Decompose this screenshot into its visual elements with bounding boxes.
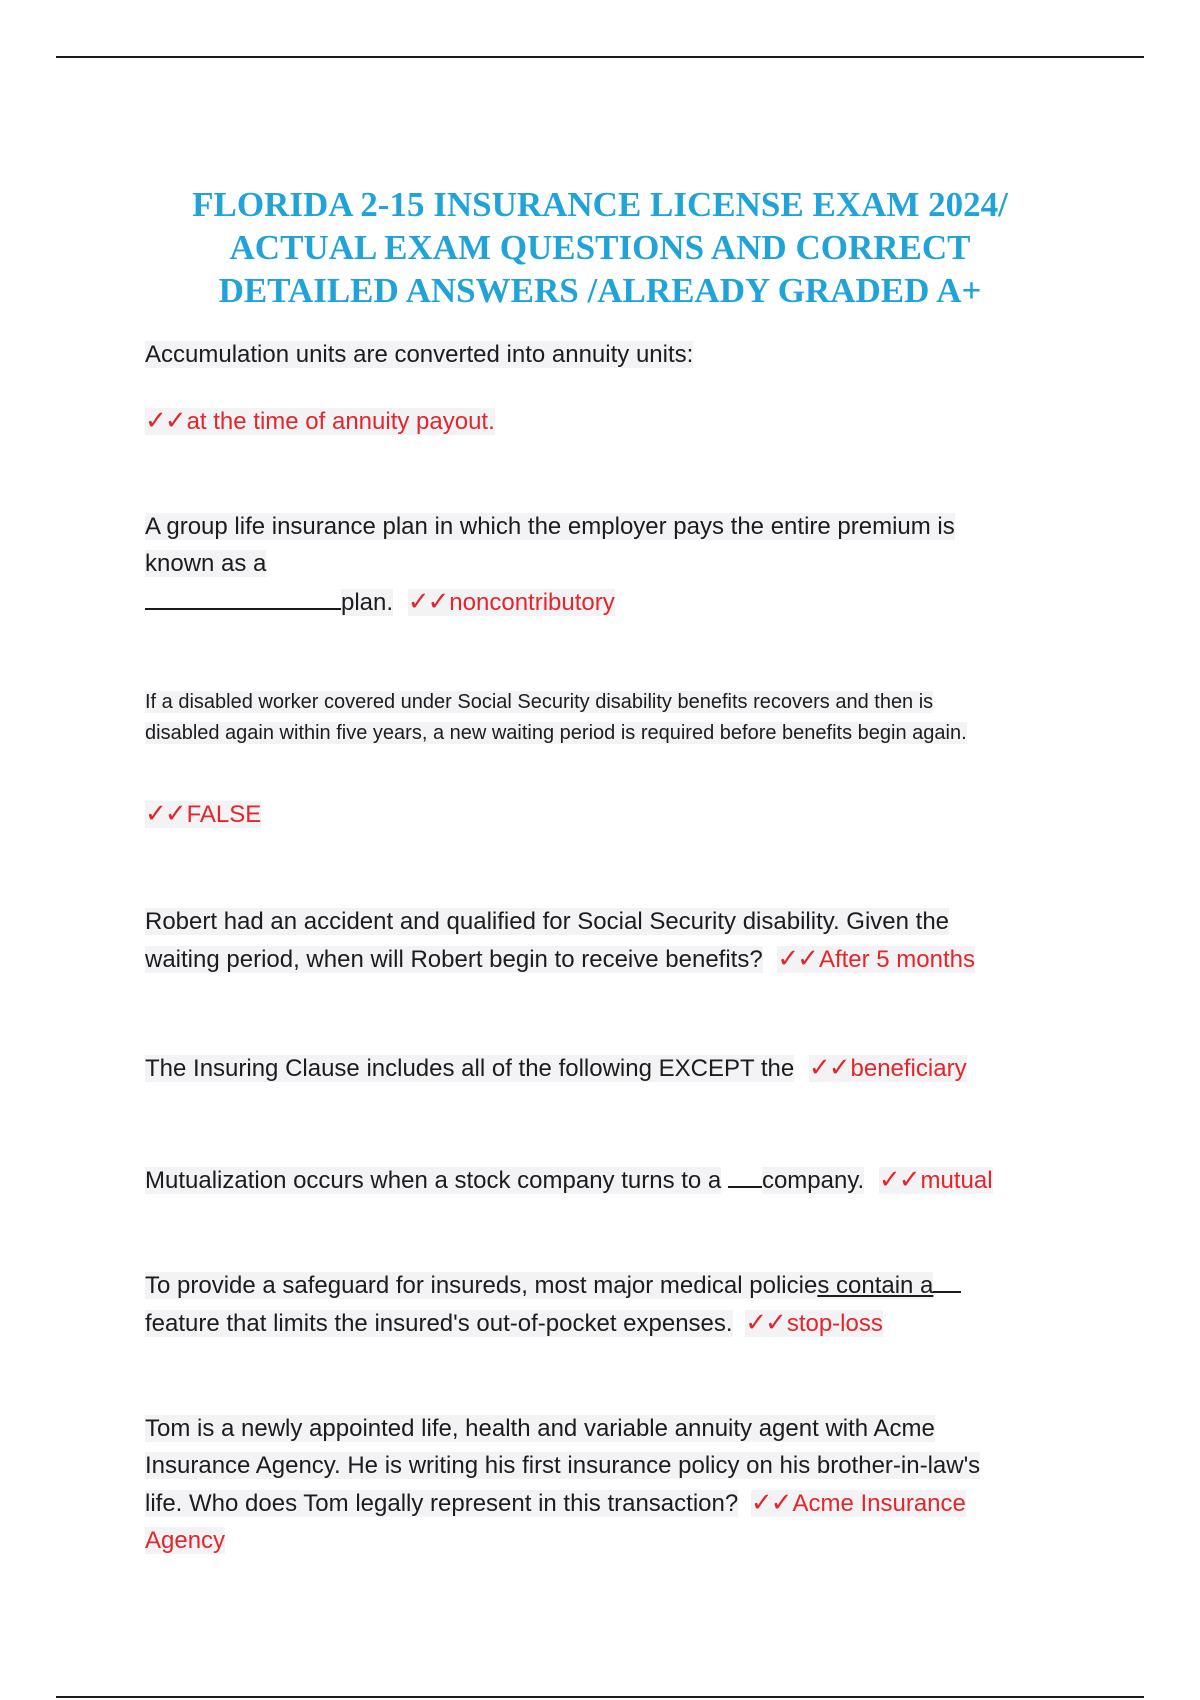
question-7-line-2: feature that limits the insured's out-of-pocket expenses. bbox=[145, 1310, 733, 1337]
question-2-line-2: known as a bbox=[145, 550, 267, 577]
check-icon: ✓✓ bbox=[145, 405, 185, 435]
document-title bbox=[150, 183, 1050, 312]
answer-3-text: FALSE bbox=[186, 801, 262, 828]
question-4-line-1: Robert had an accident and qualified for Social Security disability. Given the bbox=[145, 908, 950, 935]
answer-blank bbox=[933, 1265, 961, 1293]
check-icon: ✓✓ bbox=[808, 1052, 849, 1082]
question-6 bbox=[145, 1160, 993, 1199]
check-icon: ✓✓ bbox=[750, 1487, 791, 1517]
question-1 bbox=[145, 336, 693, 373]
title-line-3: DETAILED ANSWERS /ALREADY GRADED A+ bbox=[218, 271, 982, 310]
answer-4-text: After 5 months bbox=[818, 946, 976, 973]
question-2-line-1: A group life insurance plan in which the employer pays the entire premium is bbox=[145, 513, 955, 540]
answer-blank bbox=[728, 1160, 762, 1188]
question-5 bbox=[145, 1049, 967, 1087]
question-8-line-1: Tom is a newly appointed life, health and variable annuity agent with Acme bbox=[145, 1415, 935, 1442]
question-5-text: The Insuring Clause includes all of the following EXCEPT the bbox=[145, 1055, 795, 1082]
question-4 bbox=[145, 903, 975, 978]
answer-5-text: beneficiary bbox=[850, 1055, 967, 1082]
title-line-2: ACTUAL EXAM QUESTIONS AND CORRECT bbox=[229, 228, 971, 267]
question-7-line-1: To provide a safeguard for insureds, most major medical policie bbox=[145, 1272, 818, 1299]
check-icon: ✓✓ bbox=[145, 798, 185, 828]
question-2-tail: plan. bbox=[341, 589, 394, 616]
question-7-underlined: s contain a bbox=[817, 1272, 934, 1299]
question-3-line-2: disabled again within five years, a new waiting period is required before benefits begin again. bbox=[145, 722, 967, 744]
answer-2-text: noncontributory bbox=[449, 589, 615, 616]
check-icon: ✓✓ bbox=[878, 1164, 919, 1194]
check-icon: ✓✓ bbox=[777, 943, 817, 973]
answer-3 bbox=[145, 795, 261, 833]
title-line-1: FLORIDA 2-15 INSURANCE LICENSE EXAM 2024/ bbox=[192, 185, 1008, 224]
question-8-line-2: Insurance Agency. He is writing his first insurance policy on his brother-in-law's bbox=[145, 1452, 981, 1479]
answer-8-text-continued: Agency bbox=[145, 1527, 226, 1554]
question-2 bbox=[145, 508, 955, 621]
question-3-line-1: If a disabled worker covered under Social Security disability benefits recovers and then is bbox=[145, 691, 934, 713]
question-4-line-2: waiting period, when will Robert begin to receive benefits? bbox=[145, 946, 763, 973]
question-6-end: company. bbox=[761, 1167, 865, 1194]
top-rule bbox=[56, 56, 1144, 58]
question-8 bbox=[145, 1410, 980, 1559]
answer-6-text: mutual bbox=[920, 1167, 993, 1194]
question-1-text: Accumulation units are converted into annuity units: bbox=[145, 341, 694, 368]
question-8-line-3: life. Who does Tom legally represent in this transaction? bbox=[145, 1490, 739, 1517]
check-icon: ✓✓ bbox=[745, 1307, 785, 1337]
answer-1 bbox=[145, 402, 495, 440]
answer-8-text: Acme Insurance bbox=[792, 1490, 966, 1517]
answer-7-text: stop-loss bbox=[786, 1310, 883, 1337]
question-6-start: Mutualization occurs when a stock company turns to a bbox=[145, 1167, 722, 1194]
check-icon: ✓✓ bbox=[407, 586, 448, 616]
answer-blank bbox=[145, 582, 341, 610]
bottom-rule bbox=[56, 1696, 1144, 1698]
question-7 bbox=[145, 1265, 961, 1342]
question-3 bbox=[145, 687, 967, 749]
answer-1-text: at the time of annuity payout. bbox=[186, 408, 495, 435]
